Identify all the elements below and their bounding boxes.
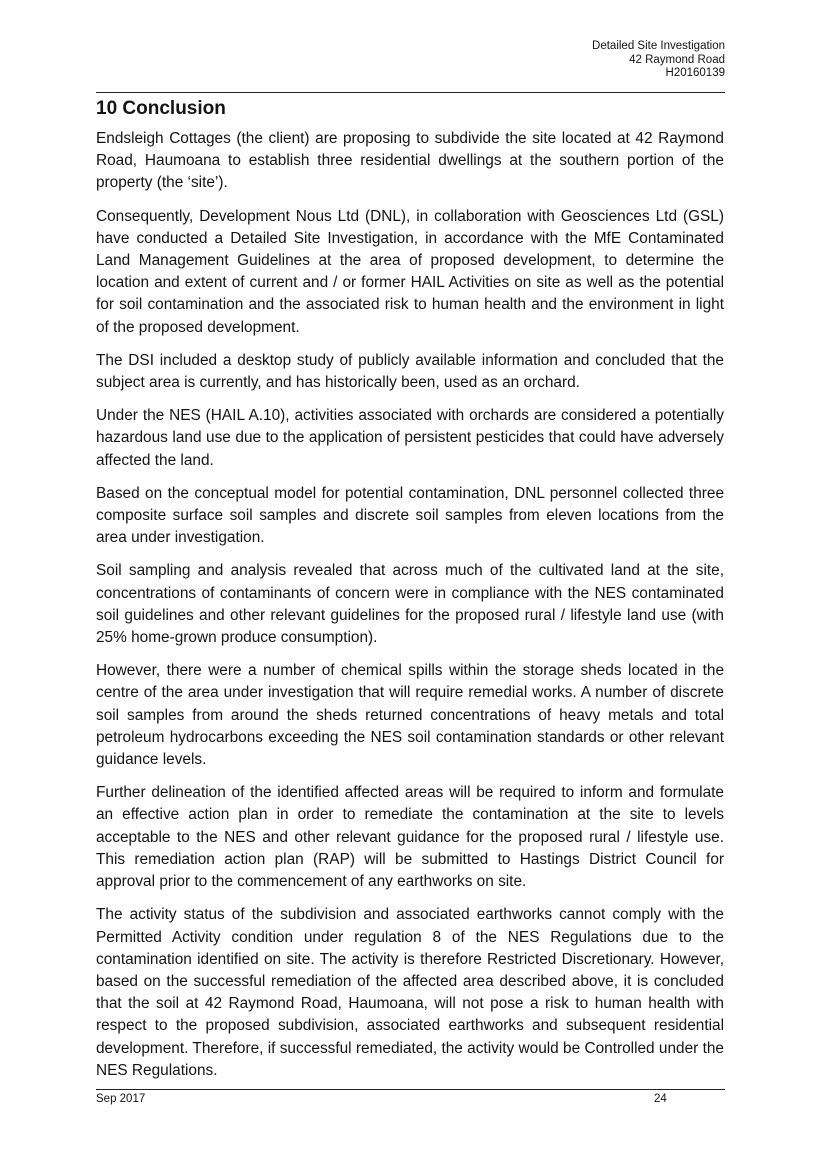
paragraph-activity-status: The activity status of the subdivision and associated earthworks cannot comply with the Permitted Activity condition under regulation 8 of the NES Regulations due to the contamination identified on site. The activity is therefore Restricted Discretionary. However, based on the successful remediation of the affected area described above, it is concluded that the soil at 42 Raymond Road, Haumoana, will not pose a risk to human health with respect to the proposed subdivision, associated earthworks and subsequent residential development. Therefore, if successful remediated, the activity would be Controlled under the NES Regulations. [96,906,724,1079]
paragraph-client-proposal: Endsleigh Cottages (the client) are proposing to subdivide the site located at 42 Raymond Road, Haumoana to establish three residential dwellings at the southern portion of the property (the ‘site’). [96,130,724,192]
paragraph-remediation-plan: Further delineation of the identified affected areas will be required to inform and formulate an effective action plan in order to remediate the contamination at the site to levels acceptable to the NES and other relevant guidance for the proposed rural / lifestyle use. This remediation action plan (RAP) will be submitted to Hastings District Council for approval prior to the commencement of any earthworks on site. [96,784,724,891]
page-number: 24 [654,1093,667,1105]
paragraph-investigation-scope: Consequently, Development Nous Ltd (DNL), in collaboration with Geosciences Ltd (GSL) have conducted a Detailed Site Investigation, in accordance with the MfE Contaminated Land Management Guidelines at the area of proposed development, to determine the location and extent of current and / or former HAIL Activities on site as well as the potential for soil contamination and the associated risk to human health and the environment in light of the proposed development. [96,207,724,336]
page-header [592,40,725,81]
conclusion-body [96,128,724,1093]
header-divider [96,92,725,93]
paragraph-chemical-spills: However, there were a number of chemical spills within the storage sheds located in the centre of the area under investigation that will require remedial works. A number of discrete soil samples from around the sheds returned concentrations of heavy metals and total petroleum hydrocarbons exceeding the NES soil contamination standards or other relevant guidance levels. [96,662,724,769]
header-document-title: Detailed Site Investigation [592,40,725,52]
paragraph-hail-activity: Under the NES (HAIL A.10), activities associated with orchards are considered a potentially hazardous land use due to the application of persistent pesticides that could have adversely affected the land. [96,407,724,469]
header-site-address: 42 Raymond Road [629,53,725,66]
footer-divider [96,1089,725,1090]
section-heading: 10 Conclusion [96,98,226,119]
paragraph-desktop-study: The DSI included a desktop study of publicly available information and concluded that the subject area is currently, and has historically been, used as an orchard. [96,351,724,392]
paragraph-sampling: Based on the conceptual model for potential contamination, DNL personnel collected three composite surface soil samples and discrete soil samples from eleven locations from the area under investigation. [96,484,724,547]
header-reference-number: H20160139 [665,67,725,79]
footer-date: Sep 2017 [96,1093,146,1105]
paragraph-compliance-results: Soil sampling and analysis revealed that across much of the cultivated land at the site, concentrations of contaminants of concern were in compliance with the NES contaminated soil guidelines and other relevant guidelines for the proposed rural / lifestyle land use (with 25% home-grown produce consumption). [96,562,724,647]
